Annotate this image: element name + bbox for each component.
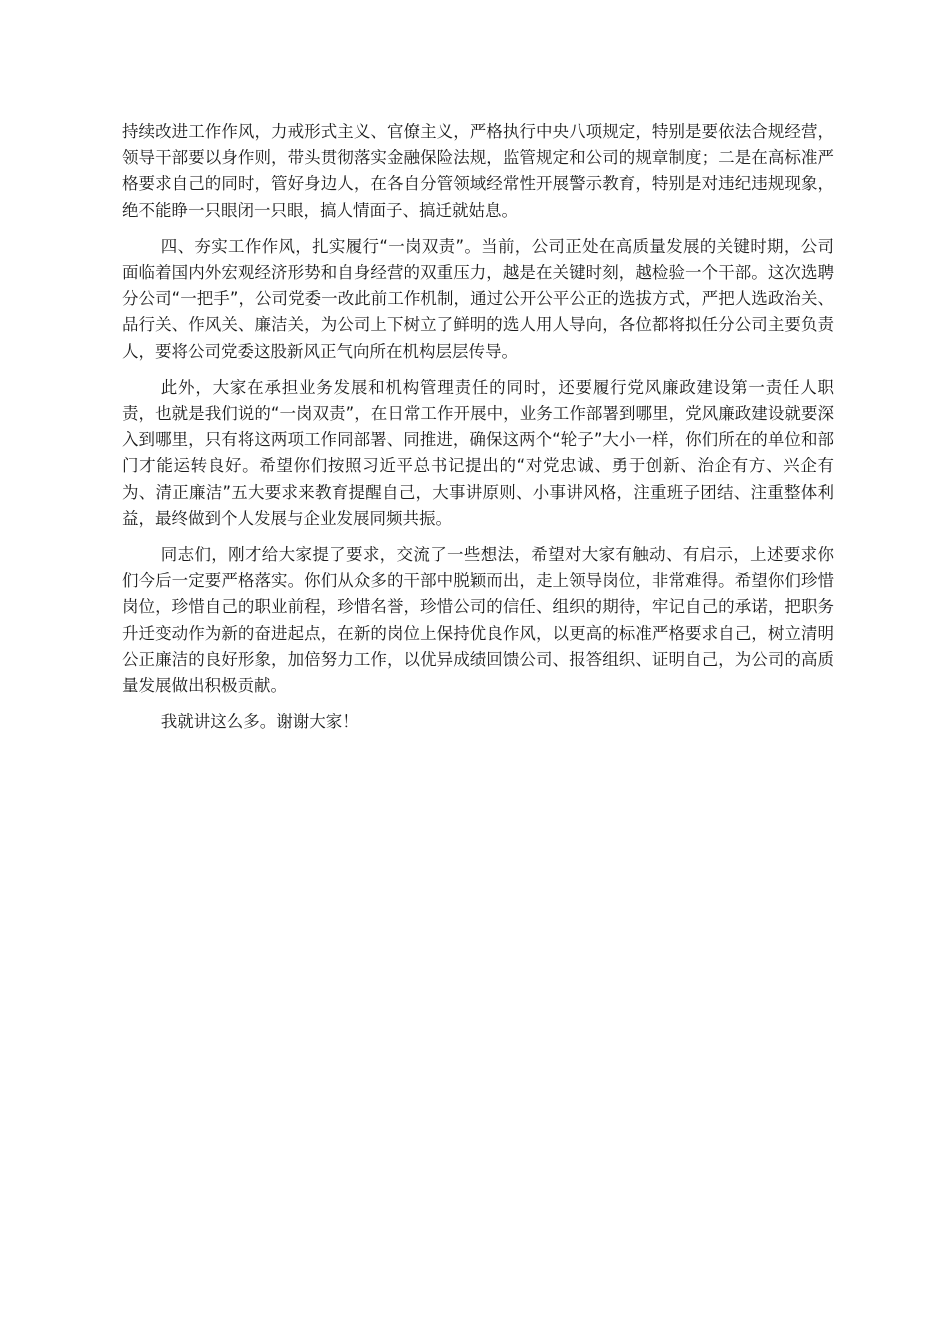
paragraph-closing-expectations: 同志们，刚才给大家提了要求，交流了一些想法，希望对大家有触动、有启示，上述要求你们今后一定要严格落实。你们从众多的干部中脱颖而出，走上领导岗位，非常难得。希望你们珍惜岗位，珍惜自己的职业前程，珍惜名誉，珍惜公司的信任、组织的期待，牢记自己的承诺，把职务升迁变动作为新的奋进起点，在新的岗位上保持优良作风，以更高的标准严格要求自己，树立清明公正廉洁的良好形象，加倍努力工作，以优异成绩回馈公司、报答组织、证明自己，为公司的高质量发展做出积极贡献。 xyxy=(122,545,834,696)
paragraph-dual-responsibility: 此外，大家在承担业务发展和机构管理责任的同时，还要履行党风廉政建设第一责任人职责，也就是我们说的“一岗双责”，在日常工作开展中，业务工作部署到哪里，党风廉政建设就要深入到哪里，只有将这两项工作同部署、同推进，确保这两个“轮子”大小一样，你们所在的单位和部门才能运转良好。希望你们按照习近平总书记提出的“对党忠诚、勇于创新、治企有方、兴企有为、清正廉洁”五大要求来教育提醒自己，大事讲原则、小事讲风格，注重班子团结、注重整体利益，最终做到个人发展与企业发展同频共振。 xyxy=(122,377,834,528)
document-body xyxy=(122,119,834,745)
paragraph-section-four: 四、夯实工作作风，扎实履行“一岗双责”。当前，公司正处在高质量发展的关键时期，公司面临着国内外宏观经济形势和自身经营的双重压力，越是在关键时刻，越检验一个干部。这次选聘分公司“一把手”，公司党委一改此前工作机制，通过公开公平公正的选拔方式，严把人选政治关、品行关、作风关、廉洁关，为公司上下树立了鲜明的选人用人导向，各位都将拟任分公司主要负责人，要将公司党委这股新风正气向所在机构层层传导。 xyxy=(122,236,834,361)
paragraph-continuation: 持续改进工作作风，力戒形式主义、官僚主义，严格执行中央八项规定，特别是要依法合规经营，领导干部要以身作则，带头贯彻落实金融保险法规，监管规定和公司的规章制度；二是在高标准严格要求自己的同时，管好身边人，在各自分管领域经常性开展警示教育，特别是对违纪违规现象，绝不能睁一只眼闭一只眼，搞人情面子、搞迁就姑息。 xyxy=(122,122,834,220)
paragraph-thanks: 我就讲这么多。谢谢大家！ xyxy=(160,712,359,732)
